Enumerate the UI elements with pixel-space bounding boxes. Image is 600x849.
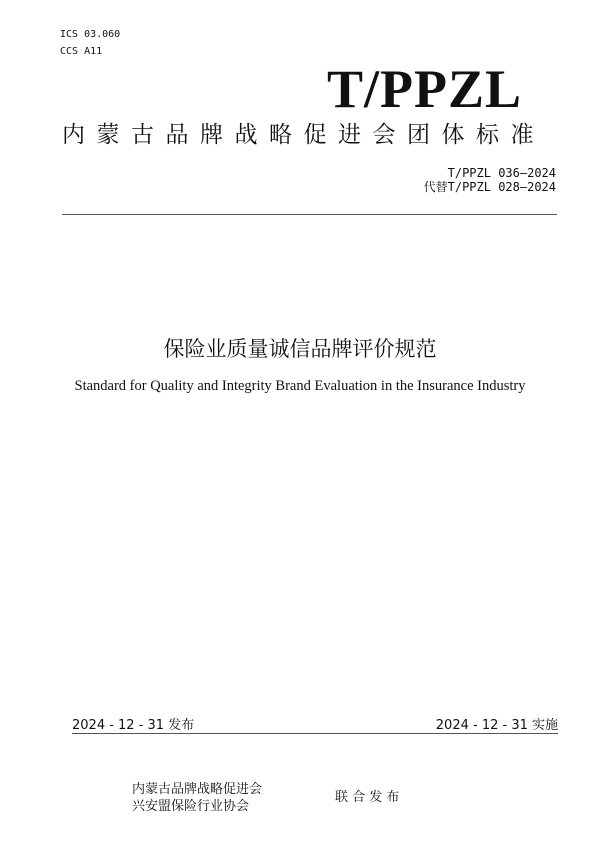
- ics-code: ICS 03.060: [60, 29, 121, 40]
- standard-number: T/PPZL 036—2024: [447, 166, 556, 180]
- publish-date: 2024 - 12 - 31 发布: [72, 718, 195, 733]
- effective-date: 2024 - 12 - 31 实施: [435, 718, 558, 733]
- standard-logo: T/PPZL: [326, 59, 522, 119]
- standard-number-block: [424, 166, 556, 194]
- replaces-number: 代替T/PPZL 028—2024: [423, 180, 556, 194]
- issuer: 兴安盟保险行业协会: [132, 799, 250, 814]
- document-title: 保险业质量诚信品牌评价规范: [163, 337, 437, 361]
- issuer: 内蒙古品牌战略促进会: [132, 782, 263, 797]
- ccs-code: CCS A11: [60, 46, 103, 57]
- top-divider: [62, 214, 557, 215]
- bottom-divider: [72, 733, 558, 734]
- document-title-english: Standard for Quality and Integrity Brand Evaluation in the Insurance Industry: [74, 378, 526, 394]
- organization-title: 内蒙古品牌战略促进会团体标准: [62, 122, 545, 148]
- joint-release-label: 联 合 发 布: [335, 790, 400, 805]
